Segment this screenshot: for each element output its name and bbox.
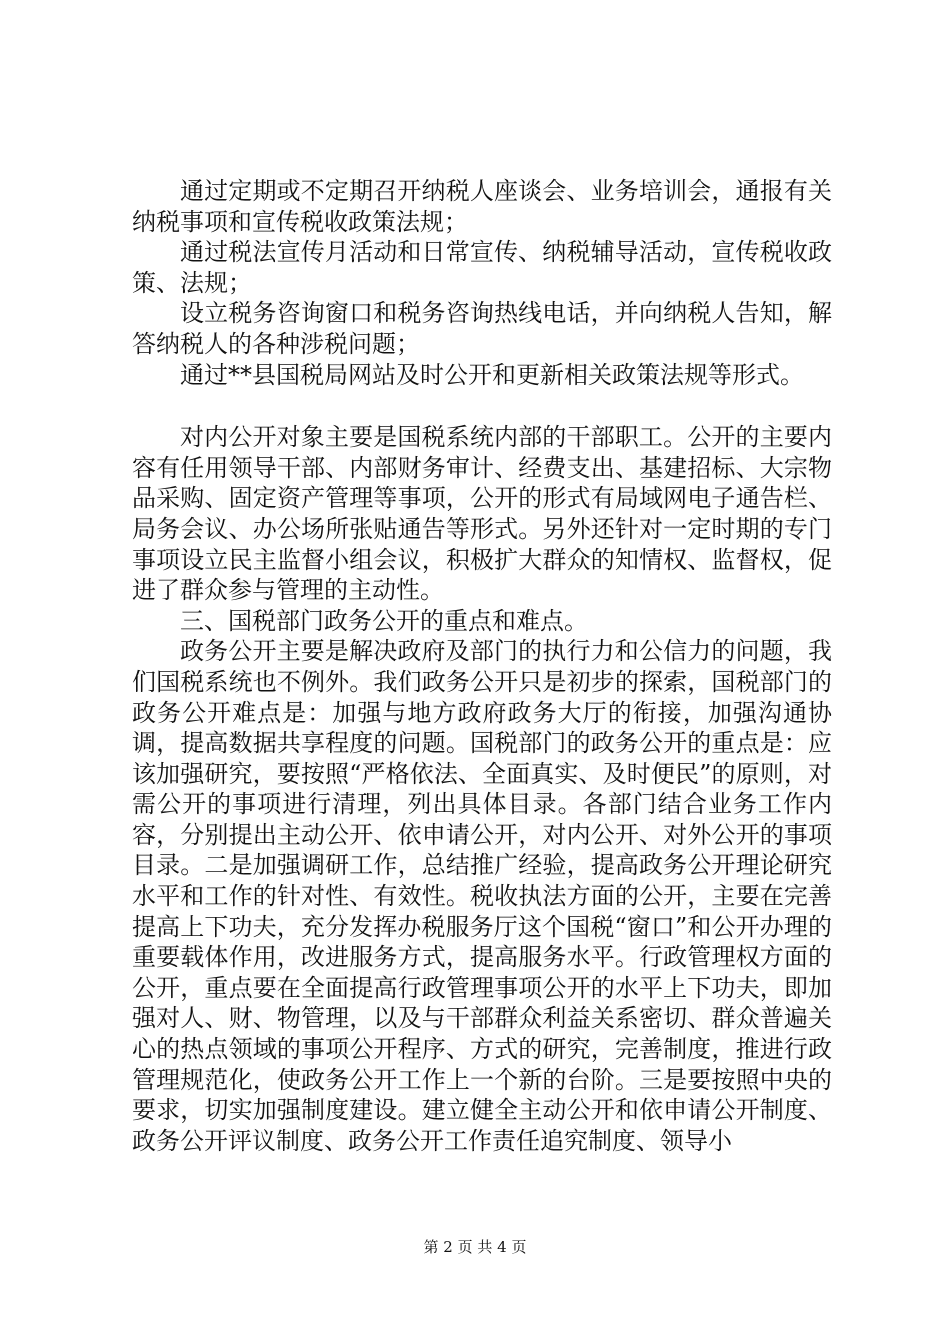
page-number-footer: 第 2 页 共 4 页 — [423, 1238, 527, 1256]
paragraph: 通过**县国税局网站及时公开和更新相关政策法规等形式。 — [180, 360, 804, 389]
section-heading: 三、国税部门政务公开的重点和难点。 — [180, 606, 588, 635]
paragraph: 设立税务咨询窗口和税务咨询热线电话，并向纳税人告知，解答纳税人的各种涉税问题； — [132, 299, 832, 358]
paragraph: 政务公开主要是解决政府及部门的执行力和公信力的问题，我们国税系统也不例外。我们政务公开只是初步的探索，国税部门的政务公开难点是：加强与地方政府政务大厅的衔接，加强沟通协调，提高数据共享程度的问题。国税部门的政务公开的重点是：应该加强研究，要按照“严格依法、全面真实、及时便民”的原则，对需公开的事项进行清理，列出具体目录。各部门结合业务工作内容，分别提出主动公开、依申请公开，对内公开、对外公开的事项目录。二是加强调研工作，总结推广经验，提高政务公开理论研究水平和工作的针对性、有效性。税收执法方面的公开，主要在完善提高上下功夫，充分发挥办税服务厅这个国税“窗口”和公开办理的重要载体作用，改进服务方式，提高服务水平。行政管理权方面的公开，重点要在全面提高行政管理事项公开的水平上下功夫，即加强对人、财、物管理，以及与干部群众利益关系密切、群众普遍关心的热点领域的事项公开程序、方式的研究，完善制度，推进行政管理规范化，使政务公开工作上一个新的台阶。三是要按照中央的要求，切实加强制度建设。建立健全主动公开和依申请公开制度、政务公开评议制度、政务公开工作责任追究制度、领导小 — [132, 637, 832, 1155]
paragraph: 通过税法宣传月活动和日常宣传、纳税辅导活动，宣传税收政策、法规； — [132, 238, 832, 297]
paragraph-gap — [132, 390, 832, 422]
paragraph: 对内公开对象主要是国税系统内部的干部职工。公开的主要内容有任用领导干部、内部财务审计、经费支出、基建招标、大宗物品采购、固定资产管理等事项，公开的形式有局域网电子通告栏、局务会议、办公场所张贴通告等形式。另外还针对一定时期的专门事项设立民主监督小组会议，积极扩大群众的知情权、监督权，促进了群众参与管理的主动性。 — [132, 423, 832, 605]
document-body — [132, 176, 832, 1156]
paragraph: 通过定期或不定期召开纳税人座谈会、业务培训会，通报有关纳税事项和宣传税收政策法规； — [132, 177, 832, 236]
